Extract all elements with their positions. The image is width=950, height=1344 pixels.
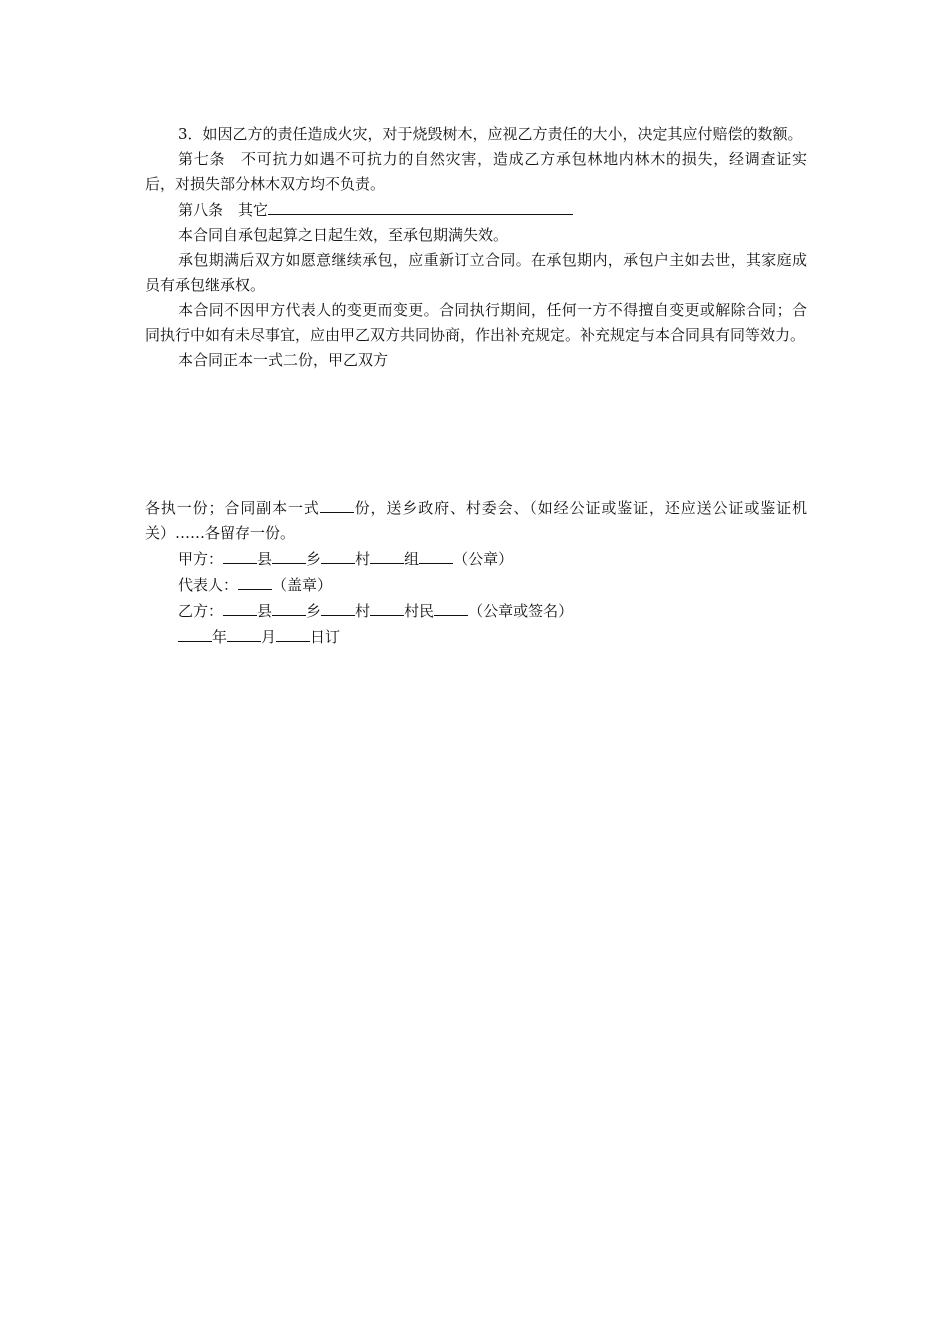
article-6-item-3: 3．如因乙方的责任造成火灾，对于烧毁树木，应视乙方责任的大小，决定其应付赔偿的数额。 bbox=[178, 125, 803, 143]
representative-label: 代表人： bbox=[178, 576, 239, 594]
party-a-line bbox=[145, 546, 807, 572]
seal-label: （公章） bbox=[453, 550, 514, 568]
blank bbox=[272, 598, 306, 616]
article-8-label: 第八条 其它 bbox=[178, 201, 269, 219]
contract-body-bottom bbox=[145, 495, 807, 650]
article-8-blank bbox=[268, 197, 573, 215]
blank bbox=[227, 624, 261, 642]
blank bbox=[272, 546, 306, 564]
blank bbox=[238, 572, 272, 590]
village-label: 村 bbox=[355, 550, 371, 568]
contract-body-top bbox=[145, 122, 807, 373]
no-change-clause: 本合同不因甲方代表人的变更而变更。合同执行期间，任何一方不得擅自变更或解除合同；合同执行中如有未尽事宜，应由甲乙双方共同协商，作出补充规定。补充规定与本合同具有同等效力。 bbox=[145, 301, 807, 344]
blank bbox=[370, 546, 404, 564]
villager-label: 村民 bbox=[404, 602, 435, 620]
representative-line bbox=[145, 572, 807, 598]
article-8 bbox=[145, 197, 807, 223]
year-label: 年 bbox=[212, 628, 228, 646]
blank bbox=[434, 598, 468, 616]
blank bbox=[178, 624, 212, 642]
county-label: 县 bbox=[257, 602, 273, 620]
blank bbox=[223, 546, 257, 564]
blank bbox=[276, 624, 310, 642]
month-label: 月 bbox=[261, 628, 277, 646]
copies-text-a: 各执一份；合同副本一式 bbox=[145, 499, 320, 517]
blank bbox=[370, 598, 404, 616]
copies-clause-start: 本合同正本一式二份，甲乙双方 bbox=[178, 351, 389, 369]
party-a-label: 甲方： bbox=[178, 550, 224, 568]
copies-count-blank bbox=[320, 495, 354, 513]
blank bbox=[223, 598, 257, 616]
copies-clause-continued bbox=[145, 495, 807, 546]
county-label: 县 bbox=[257, 550, 273, 568]
party-b-label: 乙方： bbox=[178, 602, 224, 620]
seal-or-sign-label: （公章或签名） bbox=[468, 602, 574, 620]
village-label: 村 bbox=[355, 602, 371, 620]
blank bbox=[321, 598, 355, 616]
article-7: 第七条 不可抗力如遇不可抗力的自然灾害，造成乙方承包林地内林木的损失，经调查证实后，对损失部分林木双方均不负责。 bbox=[145, 150, 807, 193]
copies-text-b: 份，送乡政府、村委会、（如经公证或鉴证，还应送公证或鉴证机关）……各留存一份。 bbox=[145, 499, 807, 542]
group-label: 组 bbox=[404, 550, 420, 568]
blank bbox=[419, 546, 453, 564]
blank bbox=[321, 546, 355, 564]
effective-clause: 本合同自承包起算之日起生效，至承包期满失效。 bbox=[178, 226, 509, 244]
party-b-line bbox=[145, 598, 807, 624]
township-label: 乡 bbox=[306, 602, 322, 620]
date-line bbox=[145, 624, 807, 650]
township-label: 乡 bbox=[306, 550, 322, 568]
renewal-clause: 承包期满后双方如愿意继续承包，应重新订立合同。在承包期内，承包户主如去世，其家庭成员有承包继承权。 bbox=[145, 251, 807, 294]
stamp-label: （盖章） bbox=[272, 576, 333, 594]
day-label: 日订 bbox=[310, 628, 341, 646]
